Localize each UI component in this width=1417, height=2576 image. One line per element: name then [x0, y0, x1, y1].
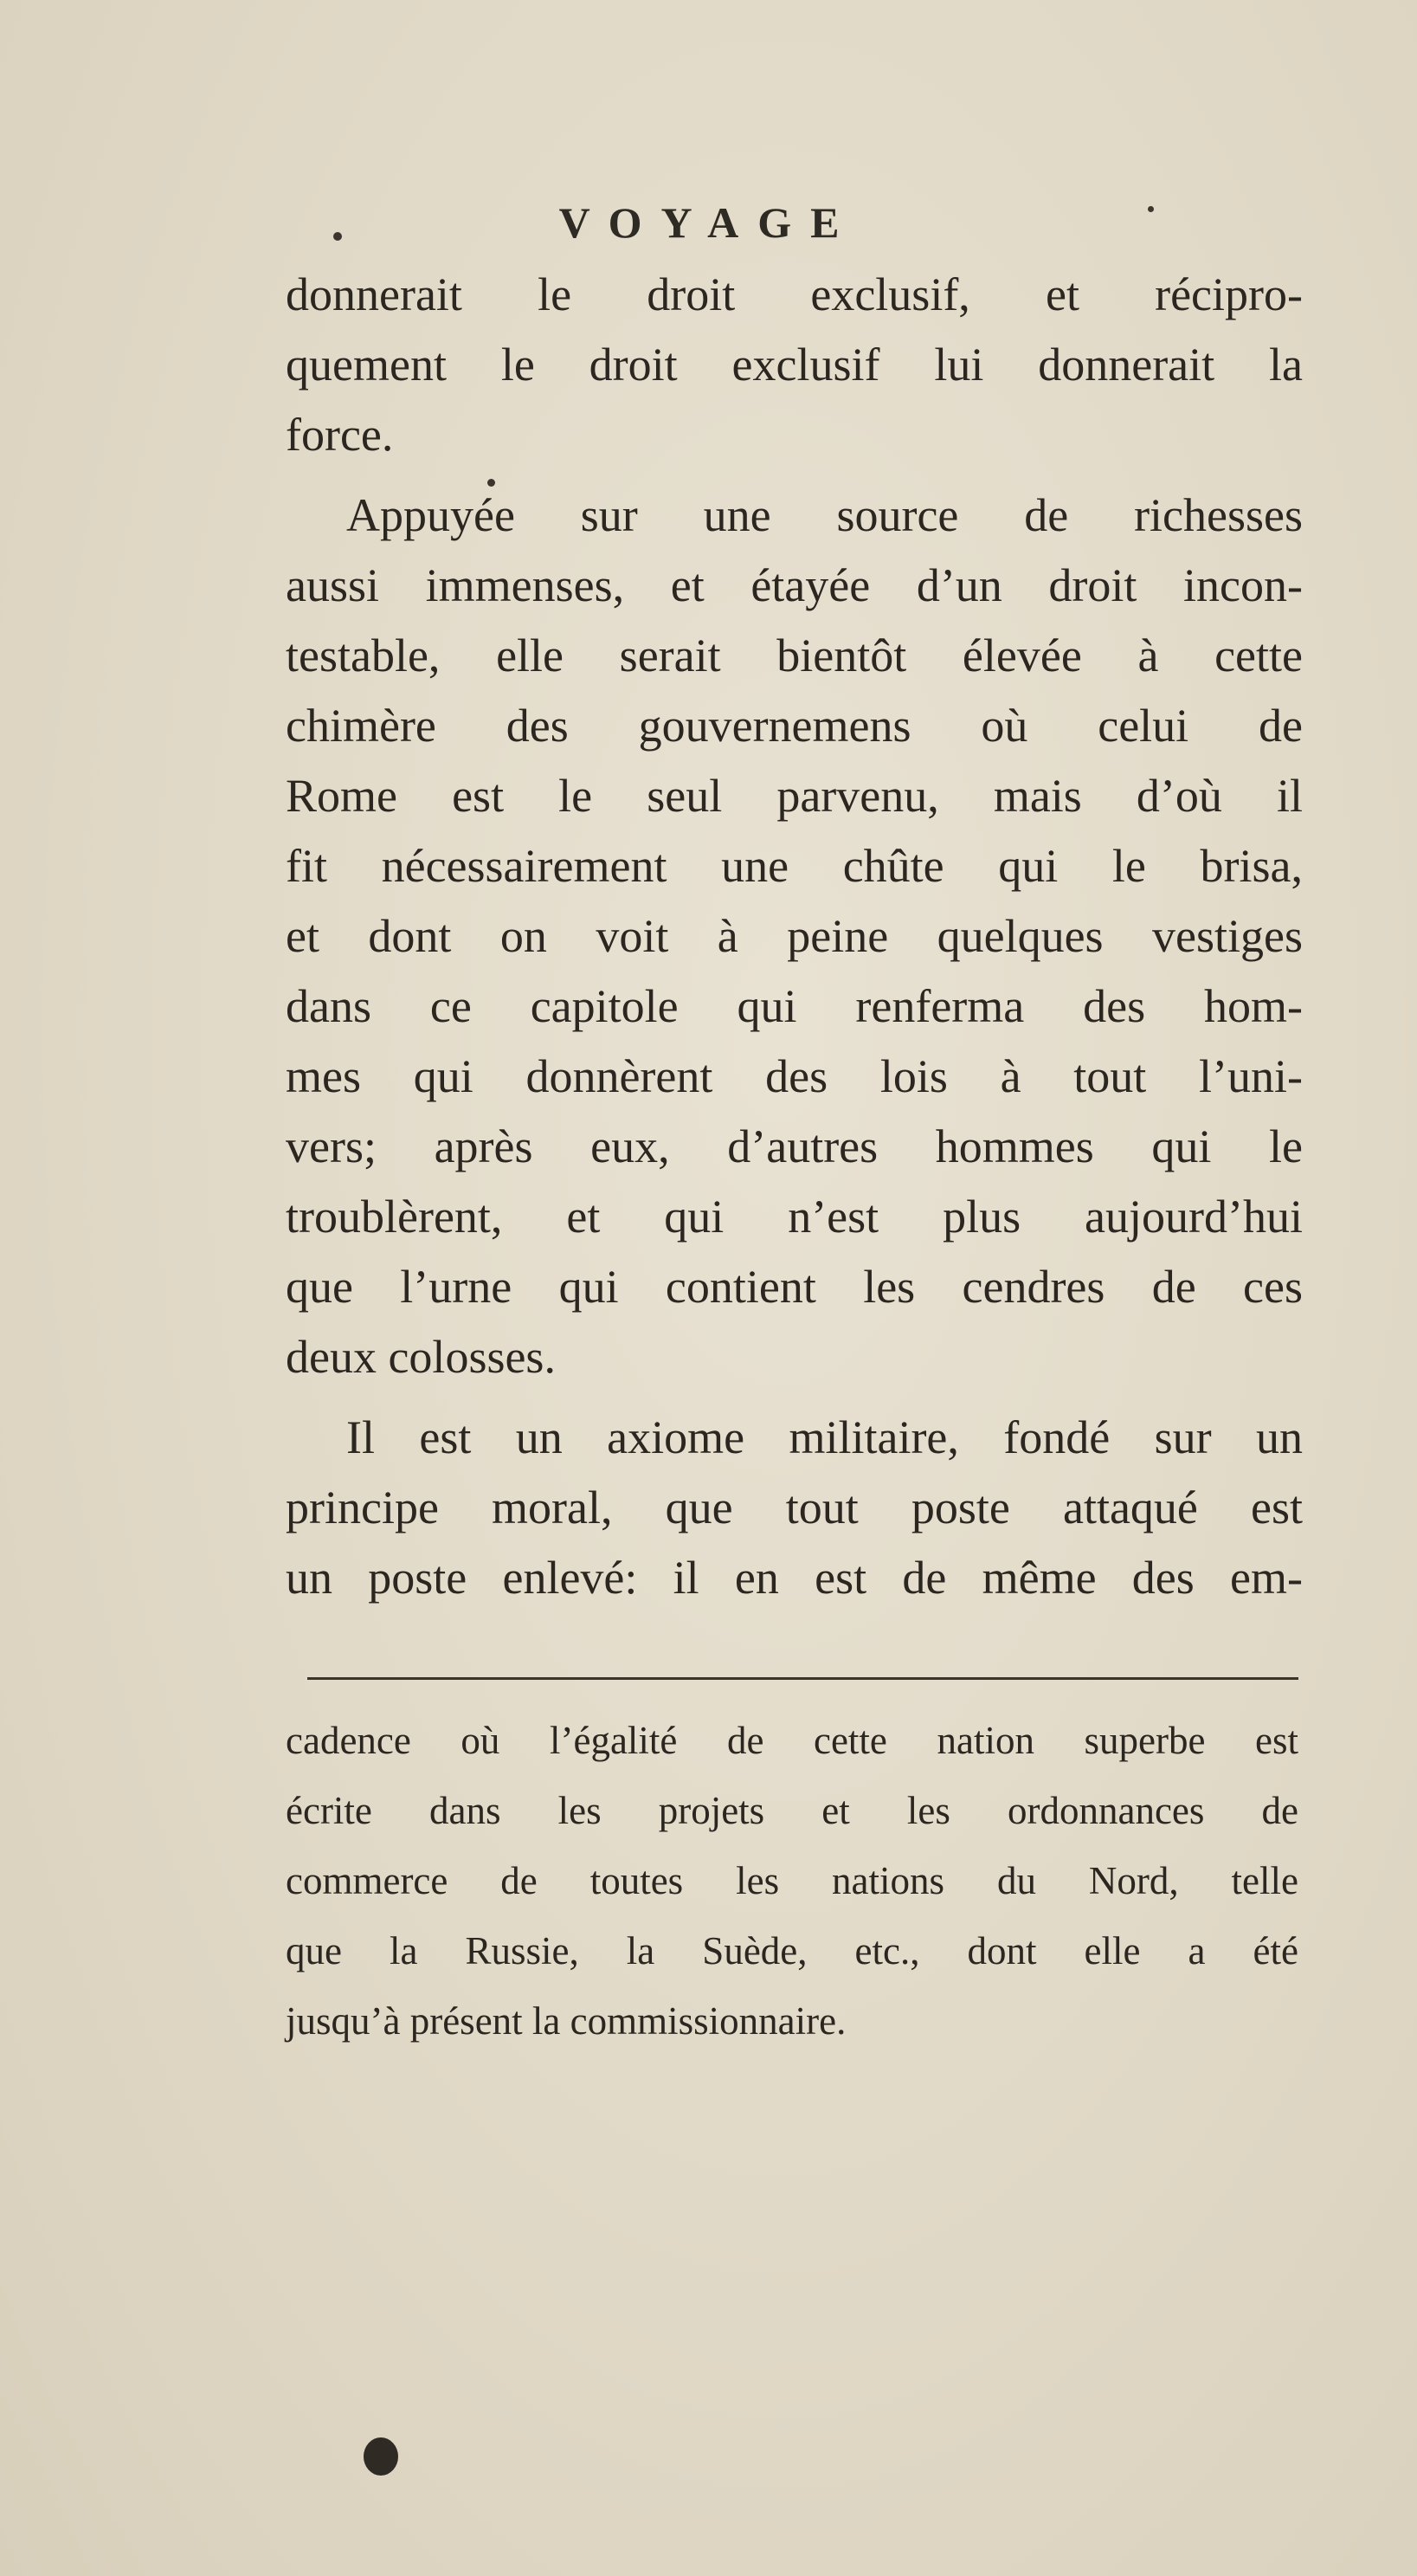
footnote-line: commerce de toutes les nations du Nord, telle — [286, 1859, 1298, 1902]
footnote-line: cadence où l’égalité de cette nation superbe est — [286, 1719, 1298, 1762]
footnote-line: jusqu’à présent la commissionnaire. — [286, 1999, 847, 2043]
text-line: vers; après eux, d’autres hommes qui le — [286, 1120, 1303, 1172]
ink-speck — [333, 232, 342, 241]
text-line: fit nécessairement une chûte qui le brisa, — [286, 840, 1303, 892]
text-line: force. — [286, 409, 394, 461]
text-line: et dont on voit à peine quelques vestiges — [286, 910, 1303, 962]
text-line: que l’urne qui contient les cendres de ces — [286, 1261, 1303, 1313]
ink-speck — [487, 479, 495, 487]
text-line: troublèrent, et qui n’est plus aujourd’hui — [286, 1191, 1303, 1243]
text-line: Appuyée sur une source de richesses — [346, 489, 1303, 541]
text-line: un poste enlevé: il en est de même des em- — [286, 1552, 1303, 1604]
text-line: quement le droit exclusif lui donnerait la — [286, 339, 1303, 391]
text-line: Rome est le seul parvenu, mais d’où il — [286, 770, 1303, 822]
text-line: mes qui donnèrent des lois à tout l’uni- — [286, 1050, 1303, 1102]
footnote-divider — [307, 1677, 1298, 1680]
footnote-line: que la Russie, la Suède, etc., dont elle a été — [286, 1929, 1298, 1972]
text-line: chimère des gouvernemens où celui de — [286, 700, 1303, 752]
footnote — [286, 1710, 1298, 2061]
text-line: Il est un axiome militaire, fondé sur un — [346, 1411, 1303, 1463]
text-line: principe moral, que tout poste attaqué est — [286, 1482, 1303, 1533]
text-line: dans ce capitole qui renferma des hom- — [286, 980, 1303, 1032]
text-line: testable, elle serait bientôt élevée à cette — [286, 629, 1303, 681]
running-head: VOYAGE — [558, 198, 859, 247]
text-line: donnerait le droit exclusif, et récipro- — [286, 268, 1303, 320]
footnote-line: écrite dans les projets et les ordonnances de — [286, 1789, 1298, 1832]
text-line: aussi immenses, et étayée d’un droit incon- — [286, 559, 1303, 611]
ink-blot — [364, 2437, 398, 2476]
text-line: deux colosses. — [286, 1331, 556, 1383]
main-text — [286, 260, 1303, 1613]
ink-speck — [1148, 206, 1154, 212]
